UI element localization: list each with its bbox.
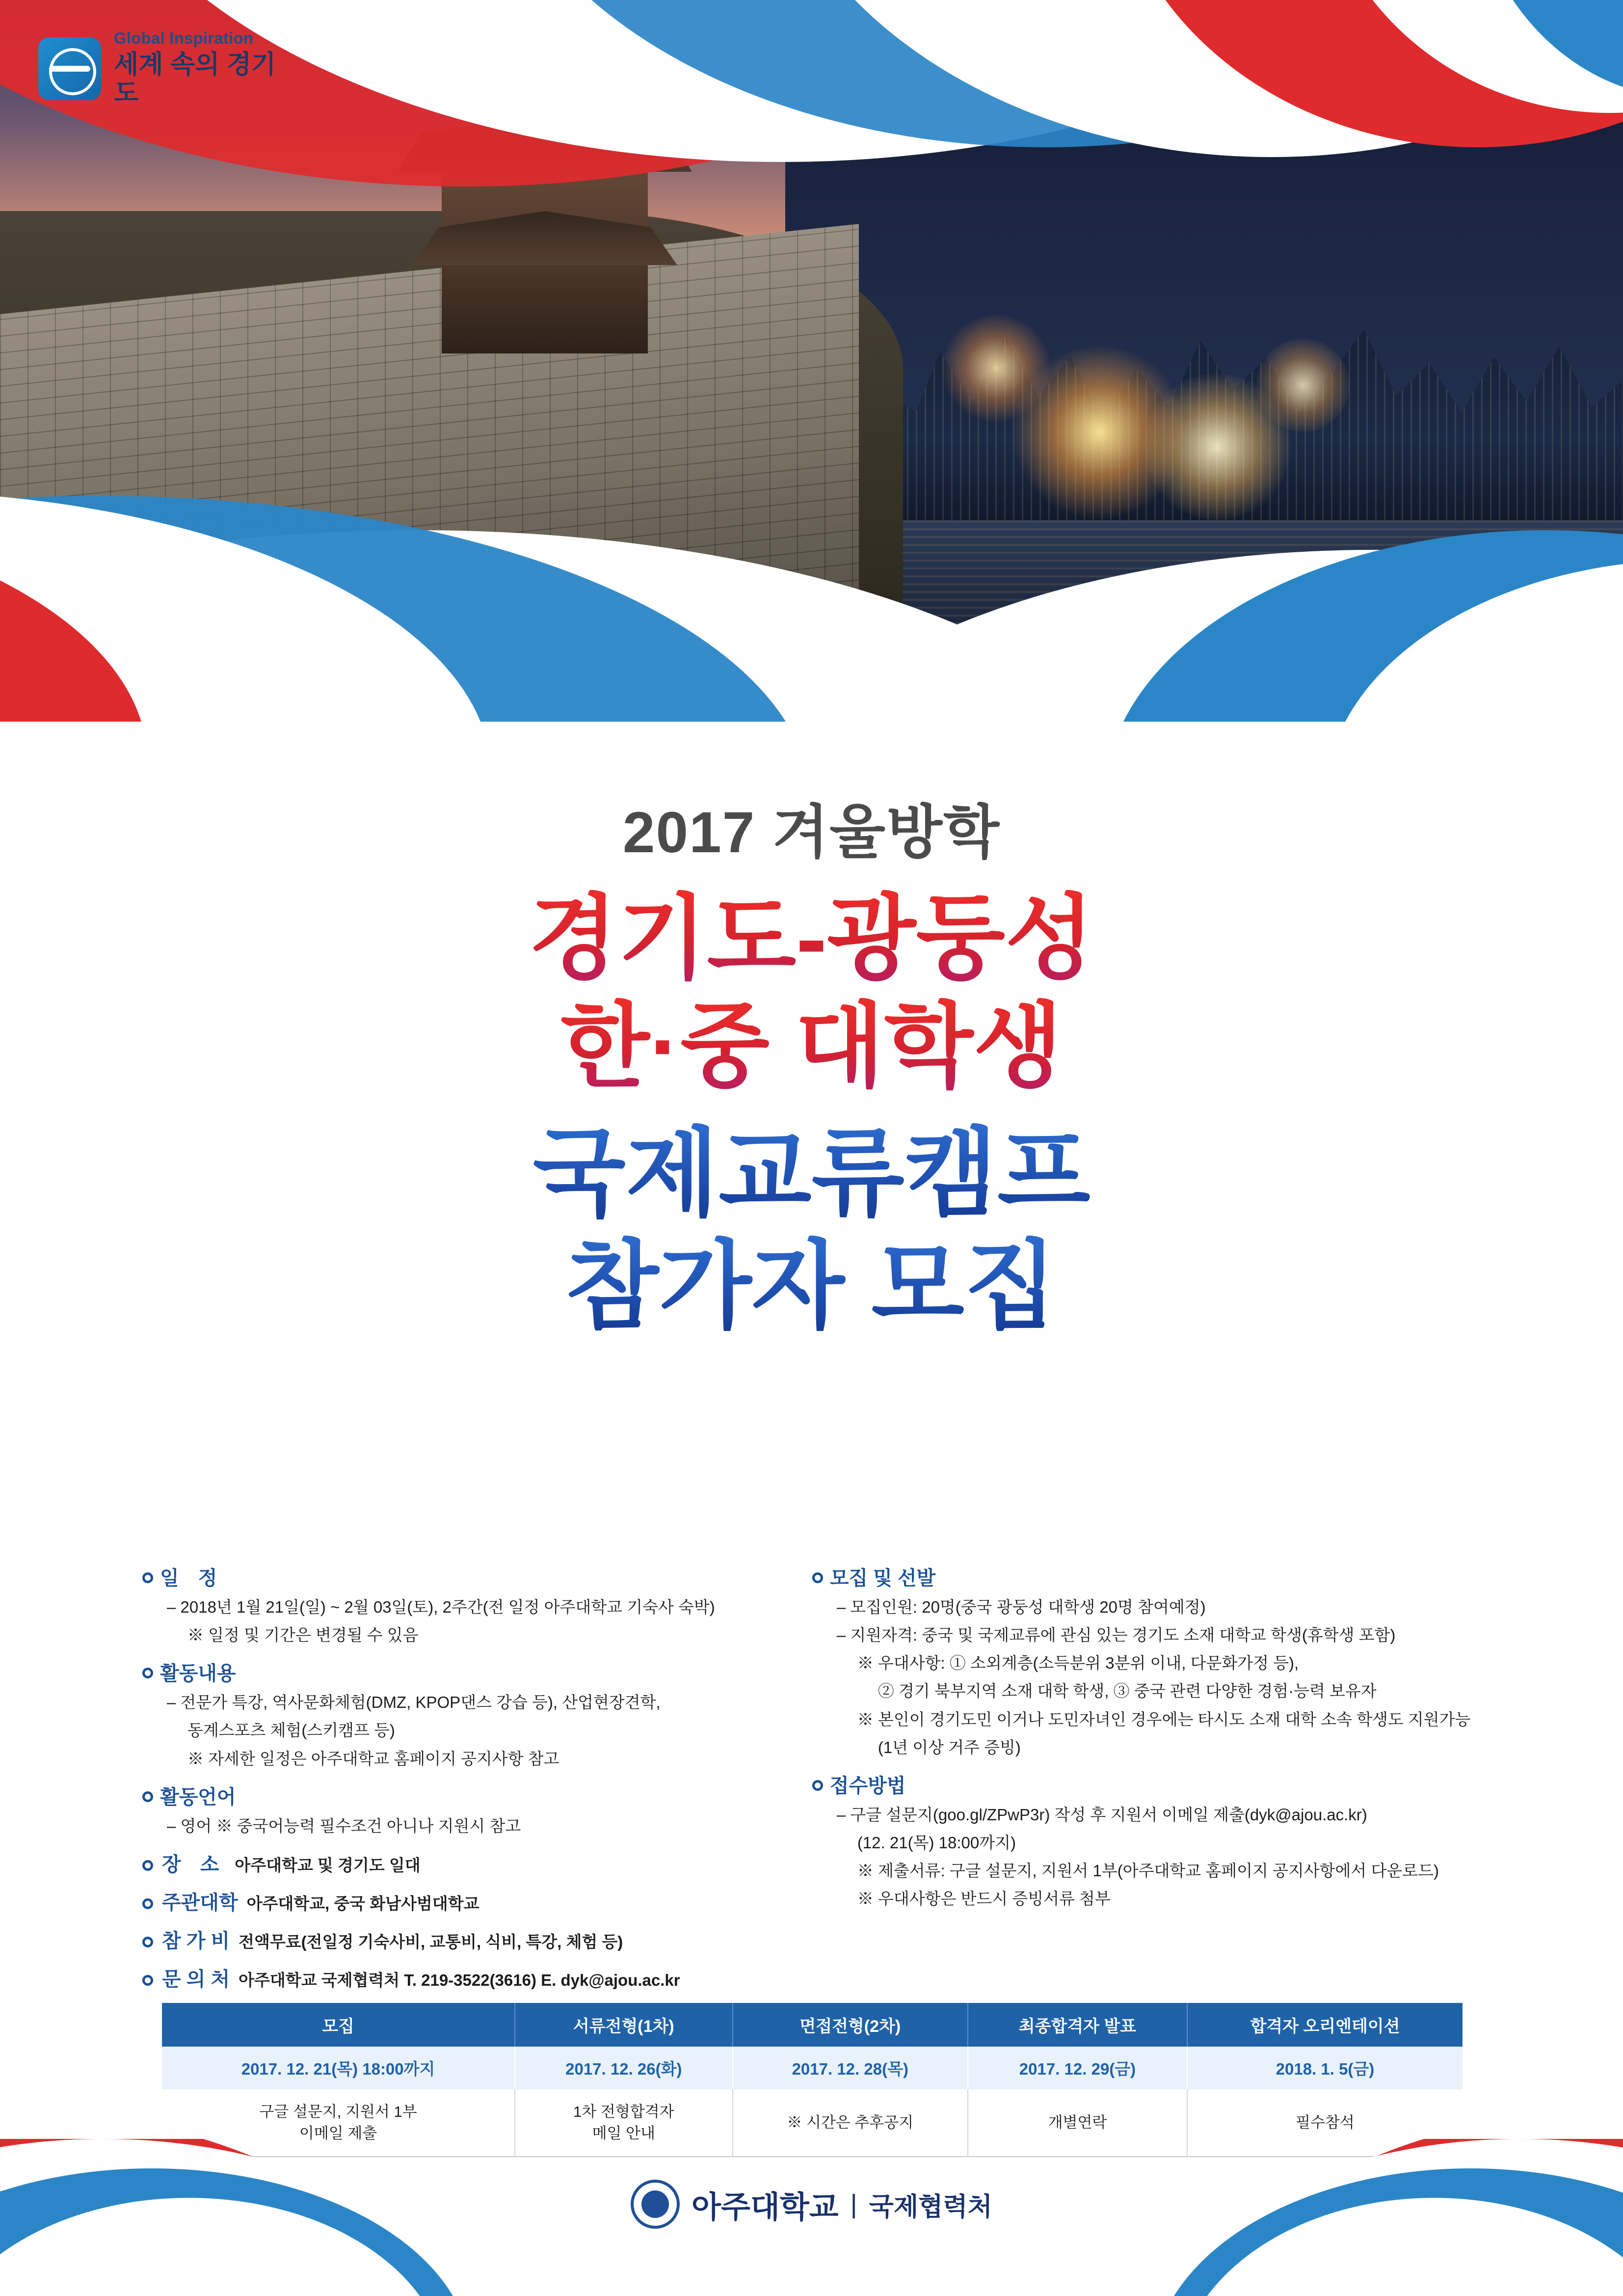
text-line: – 2018년 1월 21일(일) ~ 2월 03일(토), 2주간(전 일정 아주대학교 기숙사 숙박) — [167, 1598, 715, 1616]
footer-divider: | — [850, 2189, 857, 2219]
title-year: 2017 겨울방학 — [622, 800, 1001, 865]
bullet-ring-icon — [142, 1668, 153, 1678]
bullet-ring-icon — [142, 1937, 153, 1947]
footer-office-name: 국제협력처 — [869, 2192, 992, 2221]
block-activities-heading: 활동내용 — [142, 1661, 793, 1686]
block-contact-value: 아주대학교 국제협력처 T. 219-3522(3616) E. dyk@ajou.ac.kr — [239, 1971, 680, 1989]
block-host-heading: 주관대학 아주대학교, 중국 화남사범대학교 — [142, 1891, 793, 1915]
title-blue-line-2: 참가자 모집 — [0, 1230, 1623, 1342]
text-line: – 영어 ※ 중국어능력 필수조건 아니나 지원시 참고 — [167, 1816, 521, 1835]
bullet-ring-icon — [142, 1791, 153, 1802]
title-block — [0, 785, 1623, 1343]
logo-tagline: Global Inspiration — [114, 28, 254, 47]
block-place — [142, 1852, 793, 1877]
text-line: ※ 일정 및 기간은 변경될 수 있음 — [187, 1626, 419, 1645]
university-crest-icon — [631, 2180, 680, 2229]
block-contact-heading: 문 의 처 아주대학교 국제협력처 T. 219-3522(3616) E. dyk@ajou.ac.kr — [142, 1967, 793, 1992]
table-cell-date: 2017. 12. 28(목) — [733, 2047, 968, 2089]
table-cell-note: ※ 시간은 추후공지 — [733, 2089, 968, 2157]
text-line: ② 경기 북부지역 소재 대학 학생, ③ 중국 관련 다양한 경험·능력 보유자 — [878, 1682, 1377, 1701]
globe-icon — [38, 37, 101, 100]
info-section — [0, 1566, 1623, 2005]
block-activities-body — [167, 1690, 793, 1771]
title-red-line-2: 한·중 대학생 — [0, 993, 1623, 1101]
table-cell-date: 2017. 12. 21(목) 18:00까지 — [162, 2047, 515, 2089]
text-line: ※ 우대사항: ① 소외계층(소득분위 3분위 이내, 다문화가정 등), — [857, 1654, 1299, 1673]
table-header-cell: 최종합격자 발표 — [968, 2003, 1187, 2047]
bullet-ring-icon — [142, 1860, 153, 1871]
block-apply — [812, 1774, 1481, 1912]
text-line: – 지원자격: 중국 및 국제교류에 관심 있는 경기도 소재 대학교 학생(휴학생 포함) — [836, 1626, 1396, 1645]
bullet-ring-icon — [142, 1898, 153, 1909]
block-apply-heading: 접수방법 — [812, 1774, 1481, 1798]
bullet-ring-icon — [812, 1780, 823, 1791]
table-cell-note: 필수참석 — [1187, 2089, 1463, 2157]
block-fee-value: 전액무료(전일정 기숙사비, 교통비, 식비, 특강, 체험 등) — [239, 1932, 623, 1951]
text-line: ※ 제출서류: 구글 설문지, 지원서 1부(아주대학교 홈페이지 공지사항에서 다운로드) — [857, 1862, 1439, 1880]
block-contact — [142, 1967, 793, 1992]
bullet-ring-icon — [142, 1572, 153, 1583]
table-cell-note: 개별연락 — [968, 2089, 1187, 2157]
block-place-value: 아주대학교 및 경기도 일대 — [235, 1856, 421, 1874]
block-language-body — [167, 1813, 793, 1838]
text-line: ※ 자세한 일정은 아주대학교 홈페이지 공지사항 참고 — [187, 1749, 559, 1768]
block-recruit-heading: 모집 및 선발 — [812, 1566, 1481, 1591]
info-right-column — [793, 1566, 1481, 2005]
block-language — [142, 1785, 793, 1838]
block-schedule — [142, 1566, 793, 1648]
block-fee-heading: 참 가 비 전액무료(전일정 기숙사비, 교통비, 식비, 특강, 체험 등) — [142, 1929, 793, 1953]
block-fee — [142, 1929, 793, 1953]
table-row — [162, 2047, 1463, 2089]
hero-banner-image — [0, 0, 1623, 722]
text-line: 동계스포츠 체험(스키캠프 등) — [187, 1721, 395, 1740]
block-activities — [142, 1661, 793, 1771]
text-line: ※ 본인이 경기도민 이거나 도민자녀인 경우에는 타시도 소재 대학 소속 학생도 지원가능 — [857, 1710, 1471, 1729]
block-host-value: 아주대학교, 중국 화남사범대학교 — [246, 1894, 479, 1913]
footer-university-name: 아주대학교 — [692, 2190, 839, 2224]
text-line: – 구글 설문지(goo.gl/ZPwP3r) 작성 후 지원서 이메일 제출(dyk@ajou.ac.kr) — [836, 1805, 1367, 1824]
block-language-heading: 활동언어 — [142, 1785, 793, 1810]
text-line: ※ 우대사항은 반드시 증빙서류 첨부 — [857, 1890, 1111, 1908]
table-cell-note: 1차 전형합격자 메일 안내 — [515, 2089, 732, 2157]
schedule-table — [162, 2003, 1463, 2157]
table-cell-date: 2017. 12. 29(금) — [968, 2047, 1187, 2089]
text-line: – 모집인원: 20명(중국 광둥성 대학생 20명 참여예정) — [836, 1598, 1206, 1616]
table-cell-date: 2017. 12. 26(화) — [515, 2047, 732, 2089]
footer — [0, 2180, 1623, 2229]
block-recruit-body — [837, 1594, 1481, 1760]
title-blue-line-1: 국제교류캠프 — [0, 1117, 1623, 1230]
block-schedule-body — [167, 1594, 793, 1648]
text-line: – 전문가 특강, 역사문화체험(DMZ, KPOP댄스 강습 등), 산업현장견학, — [167, 1693, 661, 1712]
table-header-row — [162, 2003, 1463, 2047]
bullet-ring-icon — [812, 1572, 823, 1583]
table-header-cell: 서류전형(1차) — [515, 2003, 732, 2047]
block-recruit — [812, 1566, 1481, 1760]
bullet-ring-icon — [142, 1975, 153, 1986]
info-left-column — [142, 1566, 793, 2005]
text-line: (1년 이상 거주 증빙) — [878, 1738, 1021, 1756]
table-header-cell: 면접전형(2차) — [733, 2003, 968, 2047]
fireworks-icon — [942, 314, 1050, 422]
title-red-line-1: 경기도-광둥성 — [0, 885, 1623, 993]
text-line: (12. 21(목) 18:00까지) — [857, 1833, 1016, 1852]
block-host — [142, 1891, 793, 1915]
table-header-cell: 모집 — [162, 2003, 515, 2047]
fireworks-icon — [1256, 339, 1350, 432]
block-apply-body — [837, 1802, 1481, 1912]
logo-name: 세계 속의 경기도 — [114, 50, 276, 108]
table-cell-note: 구글 설문지, 지원서 1부 이메일 제출 — [162, 2089, 515, 2157]
block-place-heading: 장 소 아주대학교 및 경기도 일대 — [142, 1852, 793, 1877]
table-cell-date: 2018. 1. 5(금) — [1187, 2047, 1463, 2089]
table-header-cell: 합격자 오리엔테이션 — [1187, 2003, 1463, 2047]
logo-text — [114, 29, 293, 108]
block-schedule-heading: 일 정 — [142, 1566, 793, 1591]
gyeonggi-logo — [38, 30, 293, 107]
